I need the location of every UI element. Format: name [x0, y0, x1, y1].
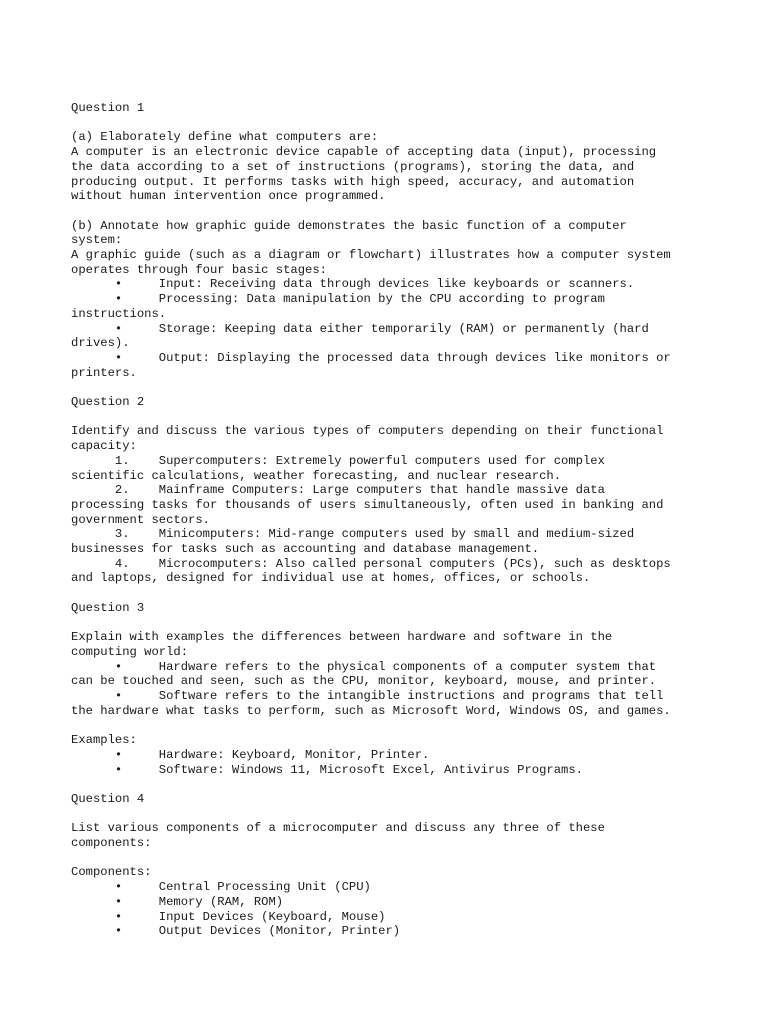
text-line: computing world:	[71, 644, 189, 659]
text-line: processing tasks for thousands of users simultaneously, often used in banking and	[71, 497, 664, 512]
bullet-item: • Output: Displaying the processed data through devices like monitors or	[71, 350, 671, 365]
bullet-item: • Input Devices (Keyboard, Mouse)	[71, 909, 386, 924]
blank-line	[71, 807, 711, 822]
bullet-item: • Output Devices (Monitor, Printer)	[71, 924, 401, 939]
blank-line	[71, 380, 711, 395]
question-heading: Question 3	[71, 600, 145, 615]
question-heading: Question 1	[71, 101, 145, 115]
document-body	[71, 101, 711, 939]
blank-line	[71, 777, 711, 792]
bullet-item: • Storage: Keeping data either temporarily (RAM) or permanently (hard	[71, 321, 649, 336]
blank-line	[71, 586, 711, 601]
text-line: printers.	[71, 365, 137, 380]
numbered-item: 1. Supercomputers: Extremely powerful computers used for complex	[71, 453, 605, 468]
text-line: system:	[71, 233, 123, 248]
text-line: operates through four basic stages:	[71, 262, 327, 277]
text-line: drives).	[71, 336, 130, 351]
text-line: Components:	[71, 865, 152, 880]
bullet-item: • Input: Receiving data through devices like keyboards or scanners.	[71, 277, 635, 292]
text-line: businesses for tasks such as accounting and database management.	[71, 542, 540, 557]
bullet-item: • Processing: Data manipulation by the CPU according to program	[71, 292, 605, 307]
text-line: Explain with examples the differences between hardware and software in the	[71, 630, 613, 645]
blank-line	[71, 410, 711, 425]
text-line: capacity:	[71, 439, 137, 454]
bullet-item: • Hardware refers to the physical components of a computer system that	[71, 659, 657, 674]
blank-line	[71, 616, 711, 631]
bullet-item: • Memory (RAM, ROM)	[71, 894, 284, 909]
text-line: the hardware what tasks to perform, such as Microsoft Word, Windows OS, and games.	[71, 703, 671, 718]
question-heading: Question 4	[71, 791, 145, 806]
bullet-item: • Hardware: Keyboard, Monitor, Printer.	[71, 747, 430, 762]
blank-line	[71, 204, 711, 219]
text-line: government sectors.	[71, 512, 210, 527]
text-line: (a) Elaborately define what computers are:	[71, 130, 379, 145]
text-line: Identify and discuss the various types of computers depending on their functional	[71, 424, 664, 439]
text-line: and laptops, designed for individual use at homes, offices, or schools.	[71, 571, 591, 586]
bullet-item: • Central Processing Unit (CPU)	[71, 880, 371, 895]
text-line: Examples:	[71, 733, 137, 748]
text-line: can be touched and seen, such as the CPU, monitor, keyboard, mouse, and printer.	[71, 674, 657, 689]
text-line: A graphic guide (such as a diagram or flowchart) illustrates how a computer system	[71, 248, 671, 262]
text-line: the data according to a set of instructions (programs), storing the data, and	[71, 159, 635, 174]
text-line: scientific calculations, weather forecasting, and nuclear research.	[71, 468, 562, 483]
bullet-item: • Software: Windows 11, Microsoft Excel, Antivirus Programs.	[71, 762, 583, 777]
text-line: A computer is an electronic device capable of accepting data (input), processing	[71, 145, 657, 160]
question-heading: Question 2	[71, 395, 145, 410]
text-line: (b) Annotate how graphic guide demonstrates the basic function of a computer	[71, 218, 627, 233]
text-line: components:	[71, 836, 152, 851]
numbered-item: 4. Microcomputers: Also called personal computers (PCs), such as desktops	[71, 556, 671, 571]
blank-line	[71, 718, 711, 733]
blank-line	[71, 116, 711, 131]
text-line: List various components of a microcomputer and discuss any three of these	[71, 821, 605, 836]
bullet-item: • Software refers to the intangible instructions and programs that tell	[71, 689, 664, 704]
blank-line	[71, 851, 711, 866]
numbered-item: 2. Mainframe Computers: Large computers that handle massive data	[71, 483, 605, 498]
text-line: instructions.	[71, 306, 167, 321]
numbered-item: 3. Minicomputers: Mid-range computers used by small and medium-sized	[71, 527, 635, 542]
text-line: without human intervention once programmed.	[71, 189, 386, 204]
text-line: producing output. It performs tasks with high speed, accuracy, and automation	[71, 174, 635, 189]
